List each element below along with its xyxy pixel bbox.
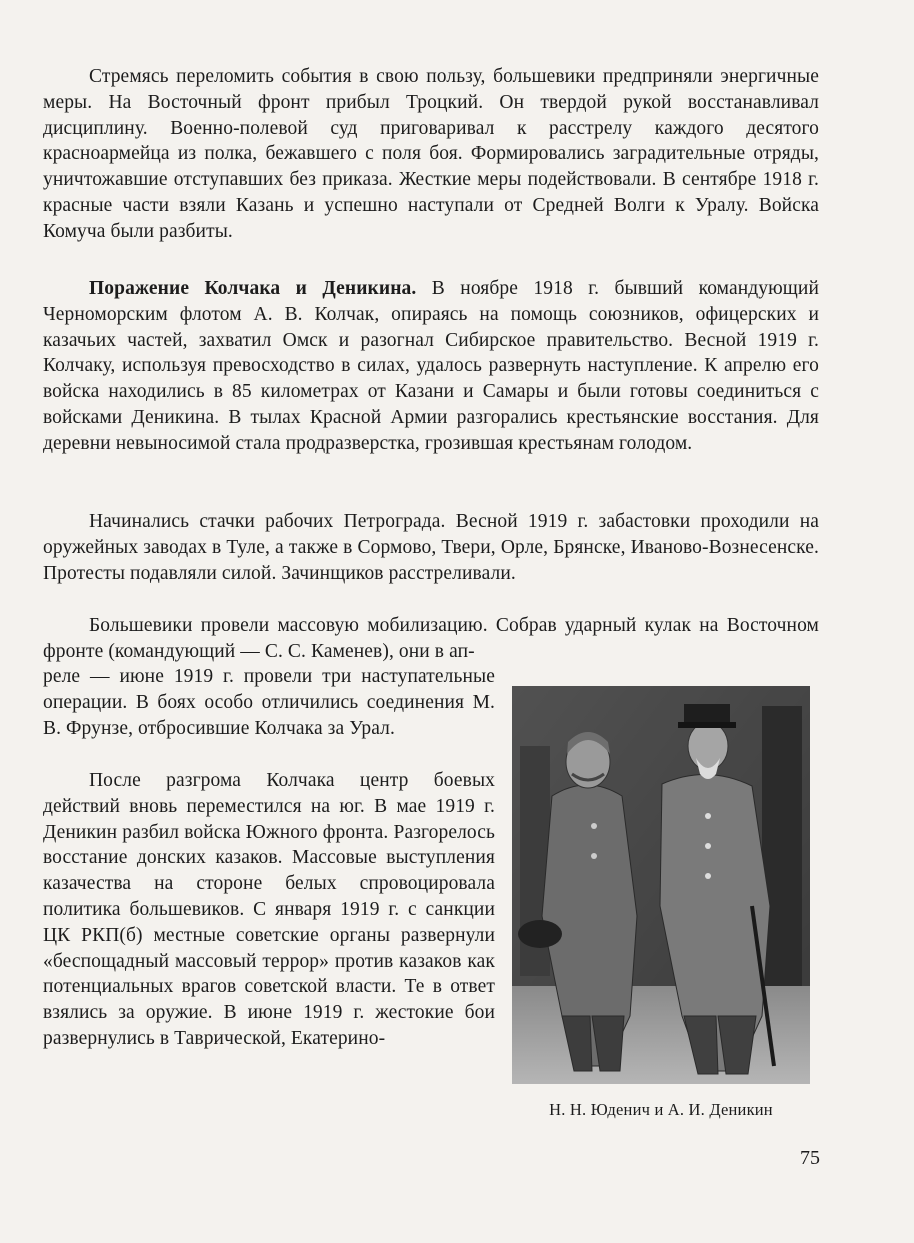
photo-caption: Н. Н. Юденич и А. И. Деникин [549, 1100, 773, 1119]
historical-photo [512, 686, 810, 1084]
paragraph-mobilization-start: Большевики провели массовую мобилизацию. Собрав ударный кулак на Восточном фронте (командующий — С. С. Каменев), они в ап- [43, 615, 819, 662]
paragraph-mobilization-continued: реле — июне 1919 г. провели три наступательные операции. В боях особо отличились соединения М. В. Фрунзе, отбросившие Колчака за Урал. [43, 666, 495, 739]
page-number: 75 [800, 1147, 820, 1169]
paragraph-kolchak-offensive [43, 276, 819, 457]
paragraph-body: В ноябре 1918 г. бывший командующий Черноморским флотом А. В. Колчак, опираясь на помощь союзников, офицерских и казачьих частей, захватил Омск и разогнал Сибирское правительство. Весной 1919 г. Колчаку, используя превосходство в силах, удалось развернуть наступление. К апрелю его войска находились в 85 километрах от Казани и Самары и были готовы соединиться с войсками Деникина. В тылах Красной Армии разгорались крестьянские восстания. Для деревни невыносимой стала продразверстка, грозившая крестьянам голодом. [43, 278, 819, 454]
paragraph-bolshevik-measures: Стремясь переломить события в свою пользу, большевики предприняли энергичные меры. На Восточный фронт прибыл Троцкий. Он твердой рукой восстанавливал дисциплину. Военно-полевой суд приговаривал к расстрелу каждого десятого красноармейца из полка, бежавшего с поля боя. Формировались заградительные отряды, уничтожавшие отступавших без приказа. Жесткие меры подействовали. В сентябре 1918 г. красные части взяли Казань и успешно наступали от Средней Волги к Уралу. Войска Комуча были разбиты. [43, 66, 819, 242]
paragraph-shift-south: После разгрома Колчака центр боевых действий вновь переместился на юг. В мае 1919 г. Деникин разбил войска Южного фронта. Разгорелось восстание донских казаков. Массовые выступления казачества на стороне белых спровоцировала политика большевиков. С января 1919 г. с санкции ЦК РКП(б) местные советские органы развернули «беспощадный массовый террор» против казаков как потенциальных врагов советской власти. Те в ответ взялись за оружие. В июне 1919 г. жестокие бои развернулись в Таврической, Екатерино- [43, 770, 495, 1049]
paragraph-strikes: Начинались стачки рабочих Петрограда. Весной 1919 г. забастовки проходили на оружейных заводах в Туле, а также в Сормово, Твери, Орле, Брянске, Иваново-Вознесенске. Протесты подавляли силой. Зачинщиков расстреливали. [43, 511, 819, 584]
section-heading: Поражение Колчака и Деникина. [89, 278, 417, 299]
